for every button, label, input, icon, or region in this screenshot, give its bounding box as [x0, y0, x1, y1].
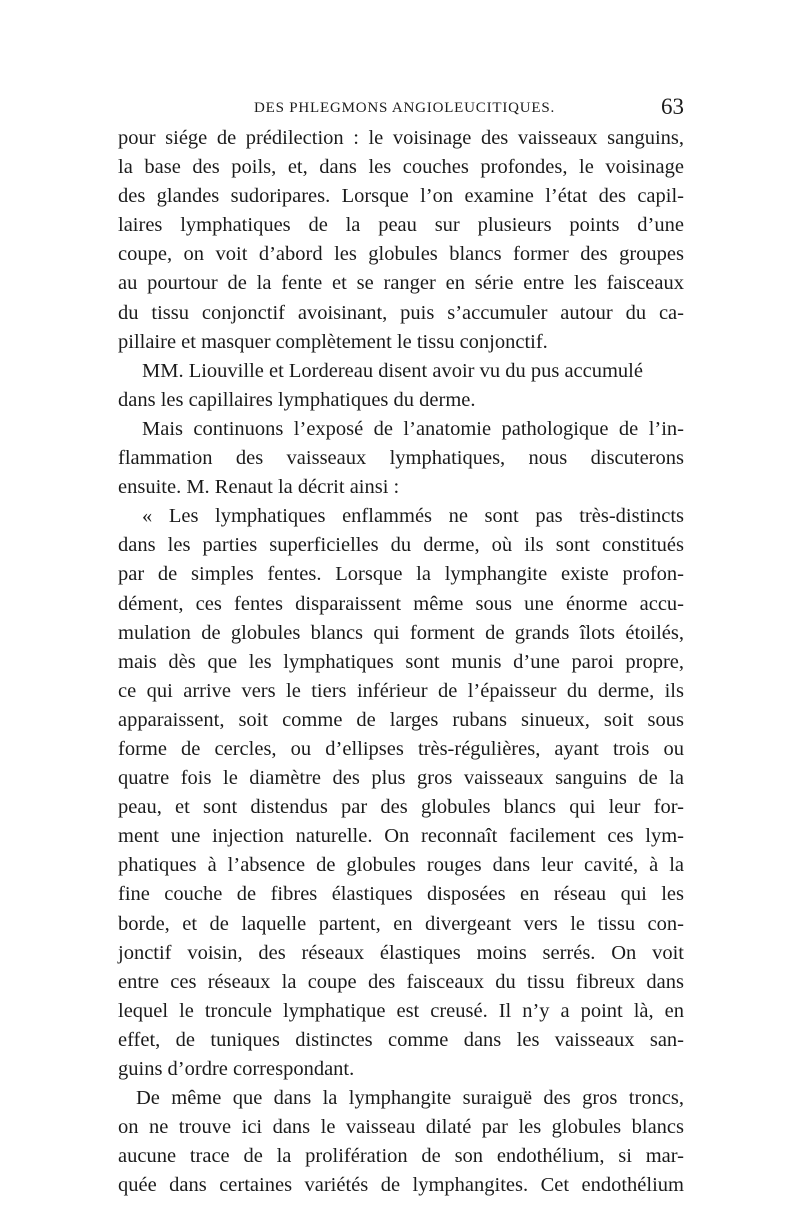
- text-line: apparaissent, soit comme de larges rubans sinueux, soit sous: [118, 708, 684, 731]
- text-line: laires lymphatiques de la peau sur plusieurs points d’une: [118, 214, 684, 237]
- text-line: pillaire et masquer complètement le tissu conjonctif.: [118, 330, 548, 353]
- text-line: la base des poils, et, dans les couches profondes, le voisinage: [118, 156, 684, 179]
- text-line: fine couche de fibres élastiques disposées en réseau qui les: [118, 883, 684, 906]
- text-line: guins d’ordre correspondant.: [118, 1058, 355, 1080]
- text-line: forme de cercles, ou d’ellipses très-régulières, ayant trois ou: [118, 737, 684, 760]
- text-line: entre ces réseaux la coupe des faisceaux du tissu fibreux dans: [118, 970, 684, 993]
- text-line: De même que dans la lymphangite suraiguë des gros troncs,: [136, 1087, 684, 1110]
- text-line: lequel le troncule lymphatique est creusé. Il n’y a point là, en: [118, 999, 684, 1022]
- text-line: borde, et de laquelle partent, en divergeant vers le tissu con-: [118, 912, 684, 935]
- running-title: DES PHLEGMONS ANGIOLEUCITIQUES.: [254, 100, 556, 116]
- text-line: par de simples fentes. Lorsque la lymphangite existe profon-: [118, 563, 684, 586]
- text-line: ce qui arrive vers le tiers inférieur de l’épaisseur du derme, ils: [118, 679, 684, 702]
- text-line: on ne trouve ici dans le vaisseau dilaté par les globules blancs: [118, 1116, 684, 1139]
- text-line: ensuite. M. Renaut la décrit ainsi :: [118, 476, 400, 499]
- text-line: du tissu conjonctif avoisinant, puis s’accumuler autour du ca-: [118, 301, 684, 324]
- text-line: des glandes sudoripares. Lorsque l’on examine l’état des capil-: [118, 185, 684, 208]
- text-line: flammation des vaisseaux lymphatiques, nous discuterons: [118, 447, 684, 470]
- text-line: aucune trace de la prolifération de son endothélium, si mar-: [118, 1145, 684, 1168]
- text-line: coupe, on voit d’abord les globules blancs former des groupes: [118, 243, 684, 266]
- page-header: [118, 94, 684, 122]
- body-text: [118, 124, 684, 1200]
- text-line: « Les lymphatiques enflammés ne sont pas très-distincts: [142, 505, 684, 528]
- text-line: mulation de globules blancs qui forment de grands îlots étoilés,: [118, 621, 684, 644]
- text-line: mais dès que les lymphatiques sont munis d’une paroi propre,: [118, 650, 684, 673]
- text-line: jonctif voisin, des réseaux élastiques moins serrés. On voit: [118, 941, 684, 964]
- text-line: peau, et sont distendus par des globules blancs qui leur for-: [118, 796, 684, 819]
- text-line: effet, de tuniques distinctes comme dans les vaisseaux san-: [118, 1028, 684, 1051]
- text-line: quatre fois le diamètre des plus gros vaisseaux sanguins de la: [118, 767, 684, 790]
- text-line: dément, ces fentes disparaissent même sous une énorme accu-: [118, 592, 684, 615]
- text-line: pour siége de prédilection : le voisinage des vaisseaux sanguins,: [118, 127, 684, 149]
- text-line: dans les capillaires lymphatiques du derme.: [118, 388, 476, 411]
- text-line: Mais continuons l’exposé de l’anatomie pathologique de l’in-: [142, 417, 684, 440]
- text-line: quée dans certaines variétés de lymphangites. Cet endothélium: [118, 1174, 684, 1197]
- text-line: phatiques à l’absence de globules rouges dans leur cavité, à la: [118, 854, 684, 877]
- text-line: dans les parties superficielles du derme, où ils sont constitués: [118, 534, 684, 557]
- page-number: 63: [661, 94, 684, 119]
- text-line: MM. Liouville et Lordereau disent avoir vu du pus accumulé: [142, 359, 643, 382]
- text-line: au pourtour de la fente et se ranger en série entre les faisceaux: [118, 272, 684, 295]
- text-line: ment une injection naturelle. On reconnaît facilement ces lym-: [118, 825, 684, 848]
